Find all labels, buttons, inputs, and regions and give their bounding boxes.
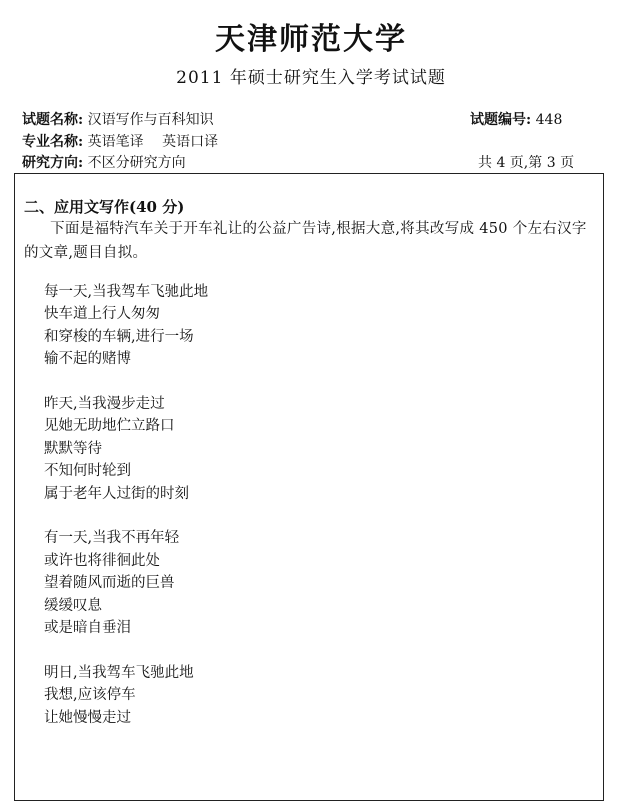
poem-line: 不知何时轮到 [44,463,131,480]
major-value-2: 英语口译 [162,134,219,150]
poem-line: 或许也将徘徊此处 [44,552,160,569]
subject-value: 汉语写作与百科知识 [87,112,214,128]
poem-line: 输不起的赌博 [44,351,131,368]
poem-line: 或是暗自垂泪 [44,620,131,637]
exam-major [22,131,218,151]
poem-line: 让她慢慢走过 [44,709,131,726]
poem-line: 昨天,当我漫步走过 [44,396,165,413]
poem-line: 默默等待 [44,440,102,457]
subject-label: 试题名称: [22,112,84,128]
poem-line: 快车道上行人匆匆 [44,306,160,323]
exam-code [470,109,562,129]
direction-label: 研究方向: [22,155,84,171]
poem-line: 明日,当我驾车飞驰此地 [44,664,194,681]
code-value: 448 [535,112,563,128]
poem [44,281,208,751]
poem-line: 我想,应该停车 [44,687,136,704]
poem-line: 属于老年人过街的时刻 [44,485,189,502]
exam-title: 2011 年硕士研究生入学考试试题 [176,68,446,88]
poem-stanza [44,281,208,371]
poem-line: 见她无助地伫立路口 [44,418,175,435]
section-instruction: 下面是福特汽车关于开车礼让的公益广告诗,根据大意,将其改写成 450 个左右汉字的文章,题目自拟。 [24,221,587,261]
poem-line: 和穿梭的车辆,进行一场 [44,328,194,345]
major-label: 专业名称: [22,134,84,150]
code-label: 试题编号: [470,112,532,128]
poem-stanza [44,527,208,639]
major-value-1: 英语笔译 [87,134,144,150]
section-title: 二、应用文写作(40 分) [24,198,185,216]
poem-stanza [44,393,208,505]
direction-value: 不区分研究方向 [87,155,186,171]
poem-stanza [44,662,208,729]
poem-line: 缓缓叹息 [44,597,102,614]
poem-line: 有一天,当我不再年轻 [44,530,180,547]
poem-line: 每一天,当我驾车飞驰此地 [44,284,209,300]
exam-direction [22,152,186,172]
poem-line: 望着随风而逝的巨兽 [44,575,175,592]
university-name: 天津师范大学 [215,22,407,57]
exam-subject [22,109,214,129]
page-info: 共 4 页,第 3 页 [478,155,575,171]
